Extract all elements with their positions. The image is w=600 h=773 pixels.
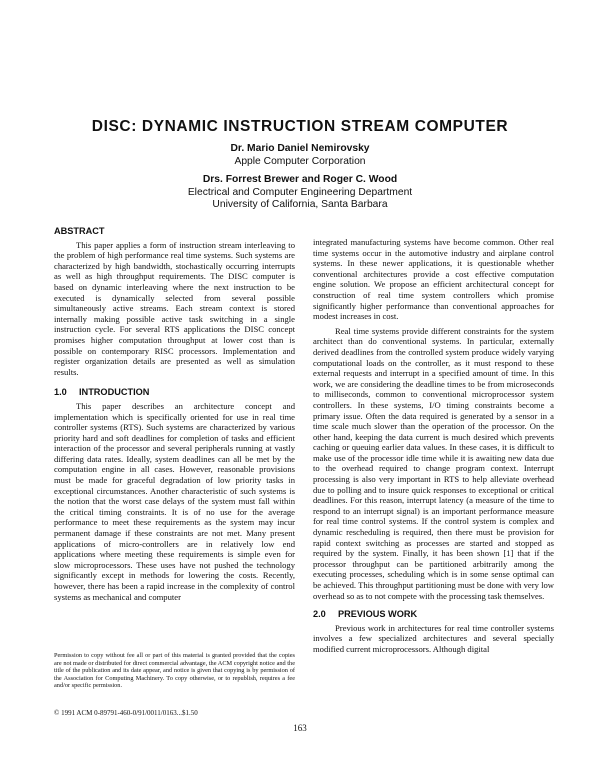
section-number: 2.0 (313, 609, 326, 620)
left-column (54, 226, 295, 602)
section-title: INTRODUCTION (79, 387, 150, 398)
paragraph-real-time-constraints: Real time systems provide different constraints for the system architect than do conventional systems. In particular, externally derived deadlines from the controlled system produce widely varying computational loads on the controller, as it must respond to these external requests and interrupt in a specified amount of time. In this work, we are considering the deadline times to be from microseconds to milliseconds, common to conventional microprocessor system controllers. In these systems, I/O timing constraints become a primary issue. Often the data required is generated by a sensor in a time scale much slower than the operation of the processor. On the other hand, keeping the data current is much desired which prevents caching or queuing earlier data values. In these cases, it is difficult to make use of the processor idle time while it is awaiting new data due to the overhead required to change program context. Interrupt processing is also very important in RTS to help alleviate overhead due to polling and to insure quick responses to exceptional or critical deadlines. For this reason, interrupt latency (a measure of the time to respond to an interrupt signal) is an important performance measure for real time control systems. If the control system is complex and dynamic rescheduling is required, then there must be provision for rapid context switching as processes are started and stopped as required by the system. Finally, it has been shown [1] that if the processor throughput can be partitioned arbitrarily among the executing processes, scheduling which is in some sense optimal can be achieved. This throughput partitioning must be done with very low overhead so as to not compete with the processing task themselves. (313, 325, 554, 601)
section-number: 1.0 (54, 387, 67, 398)
author-name: Dr. Mario Daniel Nemirovsky (230, 143, 370, 154)
paper-title: DISC: DYNAMIC INSTRUCTION STREAM COMPUTER (91, 118, 509, 135)
introduction-heading (54, 387, 295, 398)
permission-footnote: Permission to copy without fee all or part of this material is granted provided that the copies are not made or distributed for direct commercial advantage, the ACM copyright notice and the title of the publication and its date appear, and notice is given that copying is by permission of the Association for Computing Machinery. To copy otherwise, or to republish, requires a fee and/or specific permission. (54, 652, 295, 689)
introduction-text: This paper describes an architecture concept and implementation which is specifically oriented for use in real time controller systems (RTS). Such systems are characterized by various priority hard and soft deadlines for completion of tasks and efficient interaction of the processor and several peripherals running at vastly differing data rates. Ideally, system deadlines can all be met by the computation engine in all cases. However, reasonable provisions must be made for graceful degradation of low priority tasks in exceptional circumstances. Another characteristic of such systems is the notion that the worst case delays of the system must fall within the critical timing constraints. It is of no use for the average performance to meet these requirements as the system may incur permanent damage if these constraints are not met. Many present applications of micro-controllers are in relatively low end applications where meeting these requirements is simple even for slow microprocessors. These uses have not pushed the technology significantly except in methods for lowering the costs. Recently, however, there has been a rapid increase in the complexity of control systems as mechanical and computer (54, 400, 295, 602)
paragraph-continued: integrated manufacturing systems have become common. Other real time systems occur in the automotive industry and airplane control systems. In these newer applications, it is questionable whether conventional architectures provide a cost effective computation engine solution. We propose an efficient architectural concept for construction of real time system controllers which promise significantly higher performance than conventional approaches for modest increases in cost. (313, 237, 554, 322)
previous-work-text: Previous work in architectures for real time controller systems involves a few specialized architectures and several specially modified current microprocessors. Although digital (313, 622, 554, 654)
previous-work-heading (313, 609, 554, 620)
copyright-line: © 1991 ACM 0-89791-460-0/91/0011/0163...$1.50 (54, 709, 198, 717)
author-department: Electrical and Computer Engineering Department (187, 186, 413, 198)
author-affiliation: Apple Computer Corporation (234, 155, 366, 167)
page-number: 163 (293, 723, 307, 733)
abstract-text: This paper applies a form of instruction stream interleaving to the problem of high performance real time systems. Such systems are characterized by high bandwidth, stochastically occurring interrupts as well as high throughput requirements. The DISC computer is based on dynamic interleaving where the next instruction to be executed is dynamically selected from several possible simultaneously active streams. Each stream context is stored internally making possible active task switching in a single instruction cycle. For several RTS applications the DISC concept promises higher computation throughput at lower cost than is possible on contemporary RISC processors. Implementation and register organization details are presented as well as simulation results. (54, 239, 295, 377)
right-column (313, 237, 554, 655)
abstract-heading: ABSTRACT (54, 226, 105, 236)
section-title: PREVIOUS WORK (338, 609, 418, 620)
author-block-2 (0, 174, 600, 212)
author-names: Drs. Forrest Brewer and Roger C. Wood (202, 174, 398, 185)
author-block-1 (0, 143, 600, 168)
author-university: University of California, Santa Barbara (212, 199, 388, 210)
